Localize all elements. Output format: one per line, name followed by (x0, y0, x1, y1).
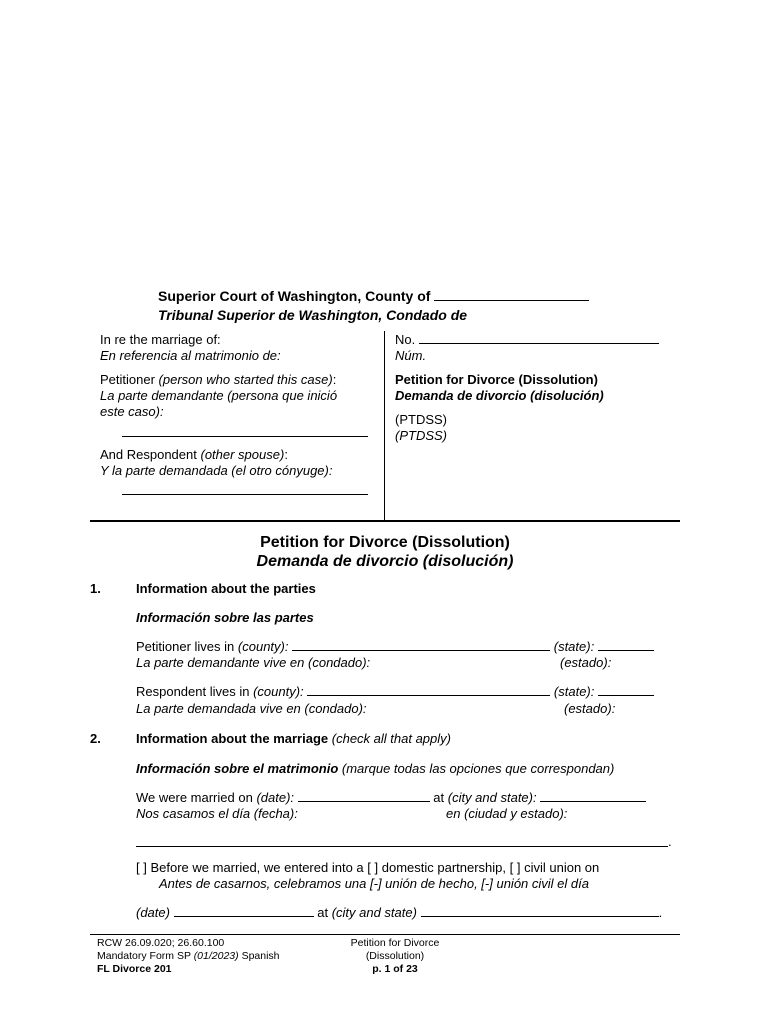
petitioner-name-field[interactable] (122, 436, 368, 437)
petitioner-label-en: Petitioner (person who started this case): (100, 372, 337, 387)
court-title-es: Tribunal Superior de Washington, Condado de (158, 307, 468, 323)
married-es: Nos casamos el día (fecha): (136, 806, 298, 821)
footer-doc-title-2: (Dissolution) (365, 950, 425, 962)
marriage-label-es: En referencia al matrimonio de: (100, 348, 281, 363)
petitioner-state-field[interactable] (598, 639, 654, 651)
petitioner-lives-es: La parte demandante vive en (condado): (136, 655, 371, 670)
domestic-partnership-row: [ ] Before we married, we entered into a [ ] domestic partnership, [ ] civil union on (136, 860, 600, 875)
petitioner-lives-row: Petitioner lives in (county): (state): (136, 639, 654, 654)
caption-divider (384, 331, 385, 521)
partnership-date-row: (date) at (city and state) . (136, 905, 663, 920)
court-title-en: Superior Court of Washington, County of (158, 288, 589, 304)
petitioner-estado-es: (estado): (560, 655, 612, 670)
page-title-en: Petition for Divorce (Dissolution) (260, 534, 510, 551)
respondent-state-field[interactable] (598, 684, 654, 696)
before-marriage-checkbox[interactable]: [ ] (136, 860, 147, 875)
marriage-label-en: In re the marriage of: (100, 332, 221, 347)
respondent-county-field[interactable] (307, 684, 550, 696)
domestic-partnership-checkbox[interactable]: [ ] (367, 860, 379, 875)
footer-center (330, 937, 460, 976)
respondent-lives-es: La parte demandada vive en (condado): (136, 701, 367, 716)
respondent-label-en: And Respondent (other spouse): (100, 447, 288, 462)
section-2-heading-en: Information about the marriage (check all that apply) (136, 731, 451, 746)
section-1-heading-es: Información sobre las partes (136, 610, 314, 625)
footer-form: Mandatory Form SP (01/2023) Spanish (97, 950, 280, 962)
civil-union-checkbox[interactable]: [ ] (509, 860, 521, 875)
case-number-label: No. (395, 332, 659, 347)
partnership-date-field[interactable] (174, 905, 314, 917)
section-2-number: 2. (90, 731, 101, 746)
doc-title-es: Demanda de divorcio (disolución) (395, 388, 604, 403)
doc-code-es: (PTDSS) (395, 428, 447, 443)
partnership-place-field[interactable] (421, 905, 659, 917)
section-1-number: 1. (90, 581, 101, 596)
caption-bottom-rule (90, 520, 680, 522)
petitioner-label-es-2: este caso): (100, 404, 164, 419)
marriage-date-field[interactable] (298, 790, 430, 802)
marriage-place-field[interactable] (540, 790, 646, 802)
respondent-label-es: Y la parte demandada (el otro cónyuge): (100, 463, 333, 478)
respondent-lives-row: Respondent lives in (county): (state): (136, 684, 654, 699)
footer-left (97, 937, 280, 976)
footer-rcw: RCW 26.09.020; 26.60.100 (97, 937, 225, 949)
doc-code-en: (PTDSS) (395, 412, 447, 427)
section-1-heading-en: Information about the parties (136, 581, 316, 596)
married-row: We were married on (date): at (city and state): (136, 790, 646, 805)
footer-doc-title-1: Petition for Divorce (350, 937, 440, 949)
respondent-name-field[interactable] (122, 494, 368, 495)
domestic-partnership-es: Antes de casarnos, celebramos una [-] unión de hecho, [-] unión civil el día (159, 876, 589, 891)
case-number-label-es: Núm. (395, 348, 427, 363)
petitioner-county-field[interactable] (292, 639, 550, 651)
footer-page-number: p. 1 of 23 (372, 963, 418, 975)
footer-rule (90, 934, 680, 935)
city-state-es: en (ciudad y estado): (446, 806, 568, 821)
page-title-es: Demanda de divorcio (disolución) (256, 553, 514, 570)
section-2-heading-es: Información sobre el matrimonio (marque todas las opciones que correspondan) (136, 761, 615, 776)
county-blank[interactable] (434, 289, 589, 301)
petitioner-label-es-1: La parte demandante (persona que inició (100, 388, 338, 403)
line-period: . (668, 834, 672, 849)
marriage-place-continued-field[interactable] (136, 846, 668, 847)
doc-title-en: Petition for Divorce (Dissolution) (395, 372, 598, 387)
case-number-field[interactable] (419, 332, 659, 344)
footer-form-id: FL Divorce 201 (97, 963, 172, 975)
respondent-estado-es: (estado): (564, 701, 616, 716)
